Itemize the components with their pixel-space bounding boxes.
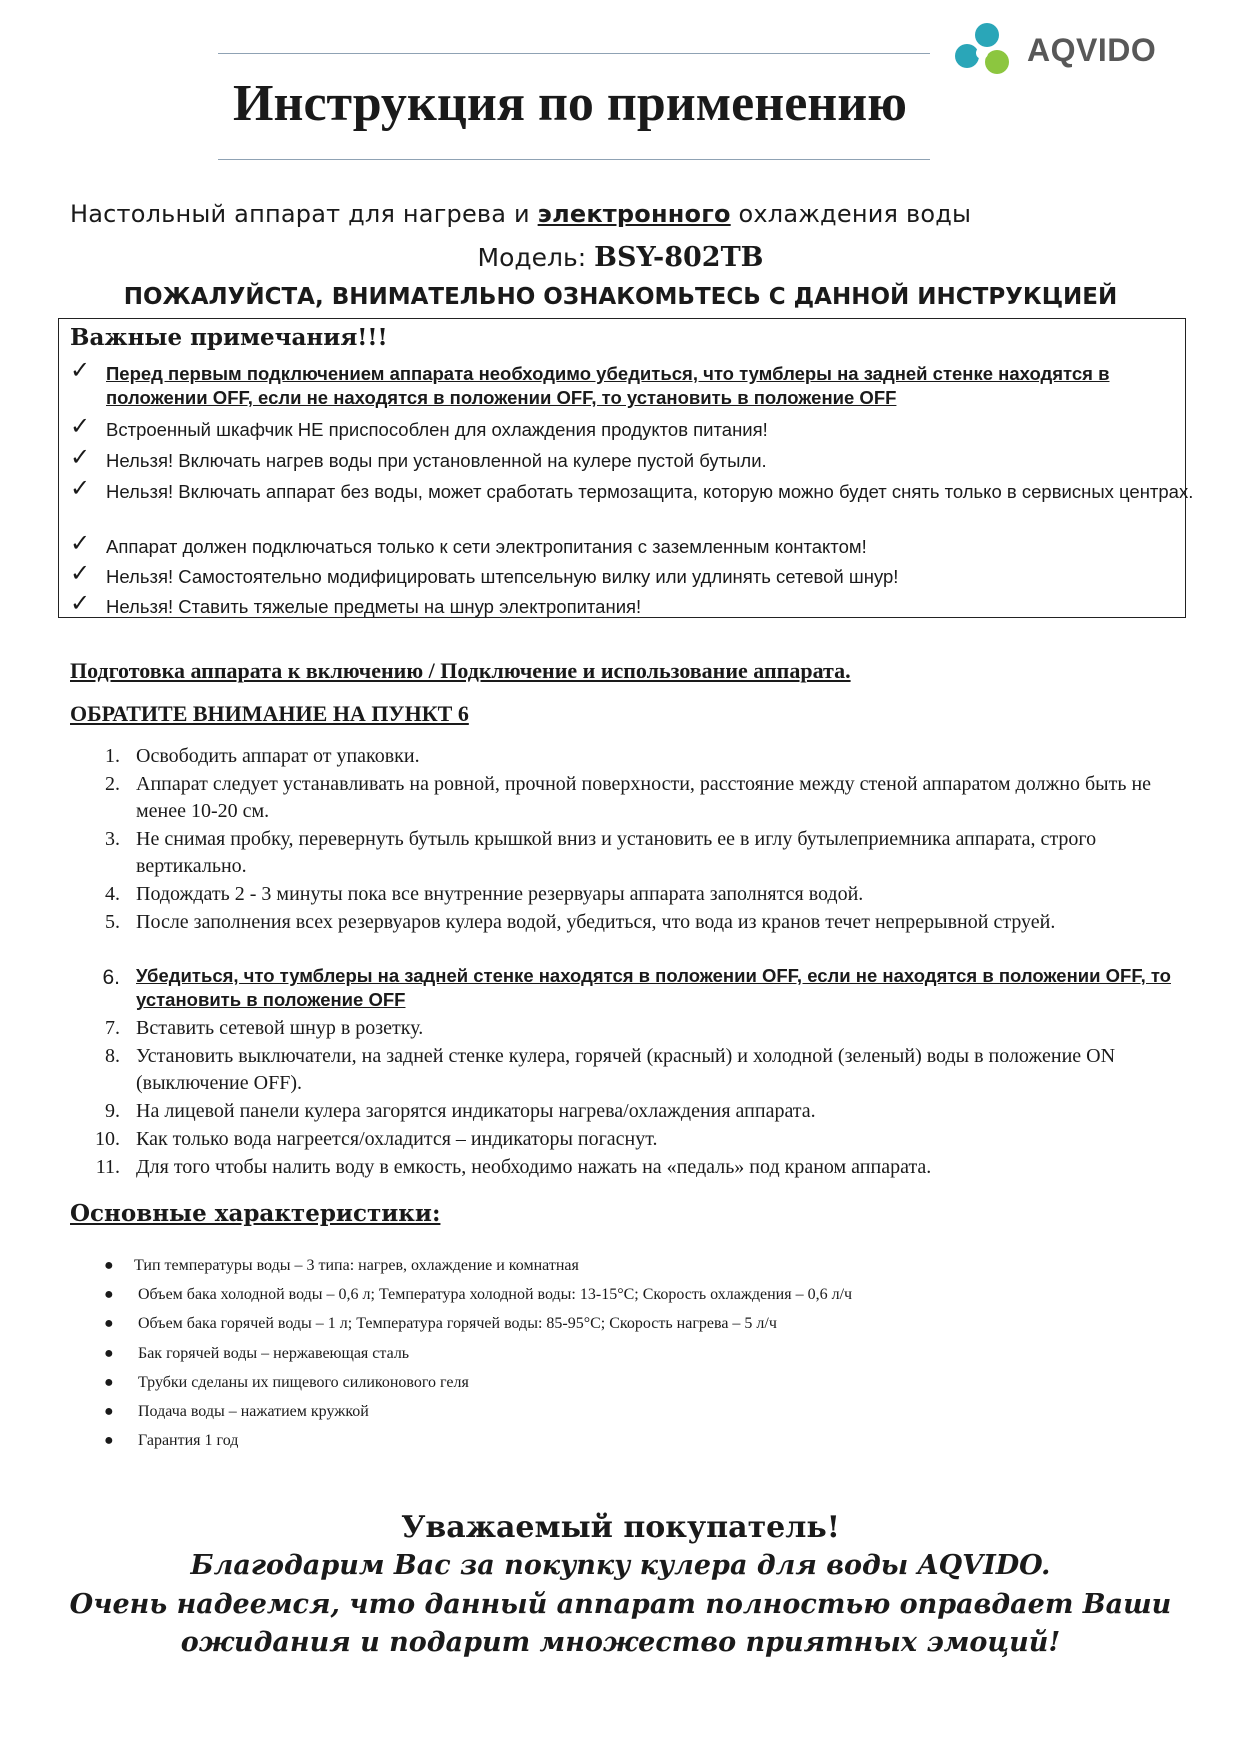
page-title: Инструкция по применению: [233, 75, 907, 132]
note-text: Нельзя! Включать нагрев воды при установленной на кулере пустой бутыли.: [106, 450, 767, 471]
bullet-icon: ●: [104, 1374, 114, 1391]
model-line: [0, 242, 1241, 273]
checkmark-icon: ✓: [70, 589, 91, 617]
step-text: Подождать 2 - 3 минуты пока все внутренние резервуары аппарата заполнятся водой.: [136, 883, 864, 905]
closing-hope-line-1: Очень надеемся, что данный аппарат полностью оправдает Ваши: [69, 1589, 1172, 1620]
step-number: 8.: [105, 1045, 120, 1067]
step-number: 1.: [105, 745, 120, 767]
bullet-icon: ●: [104, 1345, 114, 1362]
bullet-icon: ●: [104, 1286, 114, 1303]
subtitle-emphasis: электронного: [537, 200, 731, 228]
checkmark-icon: ✓: [70, 529, 91, 557]
step-number: 3.: [105, 828, 120, 850]
header-rule-bottom: [218, 159, 930, 160]
spec-text: Трубки сделаны их пищевого силиконового геля: [138, 1374, 469, 1391]
bullet-icon: ●: [104, 1315, 114, 1332]
step-number: 7.: [105, 1017, 120, 1039]
step-text: После заполнения всех резервуаров кулера водой, убедиться, что вода из кранов течет непрерывной струей.: [136, 911, 1056, 933]
important-notes-title: Важные примечания!!!: [70, 324, 388, 351]
checkmark-icon: ✓: [70, 443, 91, 471]
prep-heading: Подготовка аппарата к включению / Подключение и использование аппарата.: [70, 658, 851, 683]
checkmark-icon: ✓: [70, 474, 91, 502]
bullet-icon: ●: [104, 1257, 114, 1274]
note-text: Нельзя! Самостоятельно модифицировать штепсельную вилку или удлинять сетевой шнур!: [106, 566, 899, 587]
specs-heading: Основные характеристики:: [70, 1200, 441, 1227]
spec-text: Объем бака горячей воды – 1 л; Температура горячей воды: 85-95°С; Скорость нагрева – 5 л/ч: [138, 1315, 777, 1332]
step-text: Вставить сетевой шнур в розетку.: [136, 1017, 424, 1039]
step-text: Установить выключатели, на задней стенке кулера, горячей (красный) и холодной (зеленый) воды в положение ON (выключение OFF).: [136, 1045, 1116, 1094]
spec-text: Тип температуры воды – 3 типа: нагрев, охлаждение и комнатная: [134, 1257, 579, 1274]
logo-drops-icon: [953, 20, 1015, 78]
spec-text: Объем бака холодной воды – 0,6 л; Температура холодной воды: 13-15°С; Скорость охлаждения – 0,6 л/ч: [138, 1286, 853, 1303]
read-carefully-notice: ПОЖАЛУЙСТА, ВНИМАТЕЛЬНО ОЗНАКОМЬТЕСЬ С ДАННОЙ ИНСТРУКЦИЕЙ: [123, 284, 1118, 310]
spec-text: Гарантия 1 год: [138, 1432, 239, 1449]
note-text: Нельзя! Ставить тяжелые предметы на шнур электропитания!: [106, 596, 642, 617]
bullet-icon: ●: [104, 1432, 114, 1449]
note-text: Нельзя! Включать аппарат без воды, может сработать термозащита, которую можно будет снять только в сервисных центрах.: [106, 481, 1194, 502]
closing-hope-line-2: ожидания и подарит множество приятных эмоций!: [180, 1627, 1061, 1658]
step-number: 11.: [95, 1156, 120, 1178]
checkmark-icon: ✓: [70, 356, 91, 384]
step-number: 9.: [105, 1100, 120, 1122]
subtitle-end: охлаждения воды: [730, 200, 972, 228]
step-text: Для того чтобы налить воду в емкость, необходимо нажать на «педаль» под краном аппарата.: [136, 1156, 932, 1178]
note-item: [70, 356, 1150, 412]
step-number: 6.: [102, 966, 120, 989]
step-number: 4.: [105, 883, 120, 905]
spec-text: Подача воды – нажатием кружкой: [138, 1403, 369, 1420]
product-subtitle: [70, 200, 971, 228]
attention-heading: ОБРАТИТЕ ВНИМАНИЕ НА ПУНКТ 6: [70, 701, 469, 726]
note-text: Аппарат должен подключаться только к сети электропитания с заземленным контактом!: [106, 536, 867, 557]
model-code: BSY-802TB: [594, 242, 764, 273]
checkmark-icon: ✓: [70, 412, 91, 440]
step-text: Не снимая пробку, перевернуть бутыль крышкой вниз и установить ее в иглу бутылеприемника аппарата, строго вертикально.: [136, 828, 1097, 877]
step-text: Освободить аппарат от упаковки.: [136, 745, 420, 767]
model-label: Модель:: [477, 243, 595, 272]
note-text: Встроенный шкафчик НЕ приспособлен для охлаждения продуктов питания!: [106, 419, 768, 440]
step-text: Убедиться, что тумблеры на задней стенке находятся в положении OFF, если не находятся в положении OFF, то установить в положение OFF: [136, 965, 1171, 1010]
closing-thanks: Благодарим Вас за покупку кулера для воды AQVIDO.: [190, 1550, 1051, 1581]
brand-logo: [953, 20, 1173, 80]
spec-text: Бак горячей воды – нержавеющая сталь: [138, 1345, 410, 1362]
bullet-icon: ●: [104, 1403, 114, 1420]
subtitle-start: Настольный аппарат для нагрева и: [70, 200, 538, 228]
step-text: Как только вода нагреется/охладится – индикаторы погаснут.: [136, 1128, 658, 1150]
header-rule-top: [218, 53, 930, 54]
logo-text: AQVIDO: [1027, 32, 1157, 68]
step-number: 10.: [95, 1128, 120, 1150]
closing-greeting: Уважаемый покупатель!: [401, 1510, 840, 1545]
step-text: На лицевой панели кулера загорятся индикаторы нагрева/охлаждения аппарата.: [136, 1100, 816, 1122]
step-text: Аппарат следует устанавливать на ровной, прочной поверхности, расстояние между стеной аппаратом должно быть не менее 10-20 см.: [136, 773, 1152, 822]
step-number: 2.: [105, 773, 120, 795]
checkmark-icon: ✓: [70, 559, 91, 587]
note-text: Перед первым подключением аппарата необходимо убедиться, что тумблеры на задней стенке находятся в положении OFF, если не находятся в положении OFF, то установить в положение OFF: [106, 363, 1110, 408]
step-number: 5.: [105, 911, 120, 933]
